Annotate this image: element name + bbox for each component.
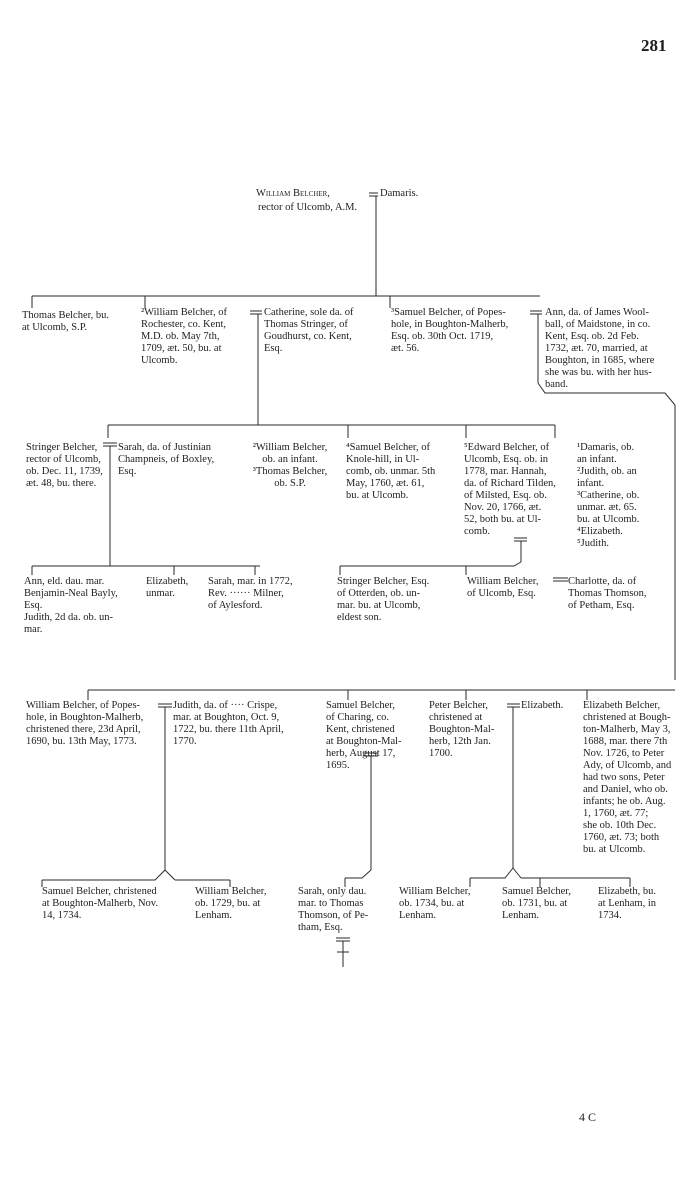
william-belcher-1734: William Belcher, ob. 1734, bu. at Lenham. <box>399 886 471 921</box>
william-belcher-1729: William Belcher, ob. 1729, bu. at Lenham. <box>195 886 267 921</box>
belcher-daughters: ¹Damaris, ob. an infant. ²Judith, ob. an infant. ³Catherine, ob. unmar. æt. 65. bu. at Ulcomb. ⁴Elizabeth. ⁵Judith. <box>577 442 640 549</box>
ann-woolball: Ann, da. of James Wool- ball, of Maidstone, in co. Kent, Esq. ob. 2d Feb. 1732, æt. 70, married, at Boughton, in 1685, where she was bu. with her hus- band. <box>545 307 655 390</box>
edward-belcher-ulcomb: ⁵Edward Belcher, of Ulcomb, Esq. ob. in 1778, mar. Hannah, da. of Richard Tilden, of Milsted, Esq. ob. Nov. 20, 1766, æt. 52, both bu. at Ul- comb. <box>464 442 556 537</box>
thomas-belcher: Thomas Belcher, bu. at Ulcomb, S.P. <box>22 310 110 333</box>
elizabeth-belcher-lenham: Elizabeth, bu. at Lenham, in 1734. <box>598 886 657 921</box>
damaris: Damaris. <box>380 188 419 199</box>
sarah-champneis: Sarah, da. of Justinian Champneis, of Boxley, Esq. <box>118 442 215 477</box>
sarah-milner: Sarah, mar. in 1772, Rev. ······ Milner, of Aylesford. <box>208 576 293 611</box>
charlotte-thomson: Charlotte, da. of Thomas Thomson, of Petham, Esq. <box>568 576 647 611</box>
stringer-belcher-otterden: Stringer Belcher, Esq. of Otterden, ob. un- mar. bu. at Ulcomb, eldest son. <box>337 576 430 623</box>
samuel-belcher-popeshole: ³Samuel Belcher, of Popes- hole, in Boughton-Malherb, Esq. ob. 30th Oct. 1719, æt. 56. <box>391 307 509 354</box>
william-belcher-rochester: ²William Belcher, of Rochester, co. Kent, M.D. ob. May 7th, 1709, æt. 50, bu. at Ulcomb. <box>141 307 227 366</box>
william-belcher-ulcomb: William Belcher, of Ulcomb, Esq. <box>467 576 539 599</box>
william-belcher-popeshole: William Belcher, of Popes- hole, in Boughton-Malherb, christened there, 23d April, 1690, bu. 13th May, 1773. <box>26 700 144 747</box>
stringer-belcher-rector: Stringer Belcher, rector of Ulcomb, ob. Dec. 11, 1739, æt. 48, bu. there. <box>26 442 103 489</box>
elizabeth-belcher-ady: Elizabeth Belcher, christened at Bough- ton-Malherb, May 3, 1688, mar. there 7th Nov. 1726, to Peter Ady, of Ulcomb, and had two sons, Peter and Daniel, who ob. infants; he ob. Aug. 1, 1760, æt. 77; she ob. 10th Dec. 1760, æt. 73; both bu. at Ulcomb. <box>583 700 672 855</box>
elizabeth-wife-of-peter: Elizabeth. <box>521 700 564 711</box>
page-number: 281 <box>641 36 667 55</box>
elizabeth-unmar: Elizabeth, unmar. <box>146 576 189 599</box>
signature-mark: 4 C <box>579 1110 597 1124</box>
william-thomas-belcher: ²William Belcher, ob. an infant. ³Thomas Belcher, ob. S.P. <box>252 442 328 489</box>
ann-judith-belcher: Ann, eld. dau. mar. Benjamin-Neal Bayly, Esq. Judith, 2d da. ob. un- mar. <box>24 576 118 635</box>
samuel-belcher-charing: Samuel Belcher, of Charing, co. Kent, christened at Boughton-Mal- herb, August 17, 1695. <box>326 700 402 771</box>
samuel-belcher-1731: Samuel Belcher, ob. 1731, bu. at Lenham. <box>502 886 571 921</box>
peter-belcher: Peter Belcher, christened at Boughton-Mal- herb, 12th Jan. 1700. <box>429 700 495 759</box>
sarah-thomson: Sarah, only dau. mar. to Thomas Thomson, of Pe- tham, Esq. <box>298 886 369 933</box>
william-belcher-rector: William Belcher, <box>256 188 330 199</box>
samuel-belcher-1734: Samuel Belcher, christened at Boughton-Malherb, Nov. 14, 1734. <box>42 886 158 921</box>
samuel-belcher-knole-hill: ⁴Samuel Belcher, of Knole-hill, in Ul- comb, ob. unmar. 5th May, 1760, æt. 61, bu. at Ulcomb. <box>346 442 436 501</box>
catherine-stringer: Catherine, sole da. of Thomas Stringer, of Goudhurst, co. Kent, Esq. <box>264 307 354 354</box>
judith-crispe: Judith, da. of ···· Crispe, mar. at Boughton, Oct. 9, 1722, bu. there 11th April, 1770. <box>173 700 284 747</box>
william-belcher-rector-desc: rector of Ulcomb, A.M. <box>258 202 358 213</box>
